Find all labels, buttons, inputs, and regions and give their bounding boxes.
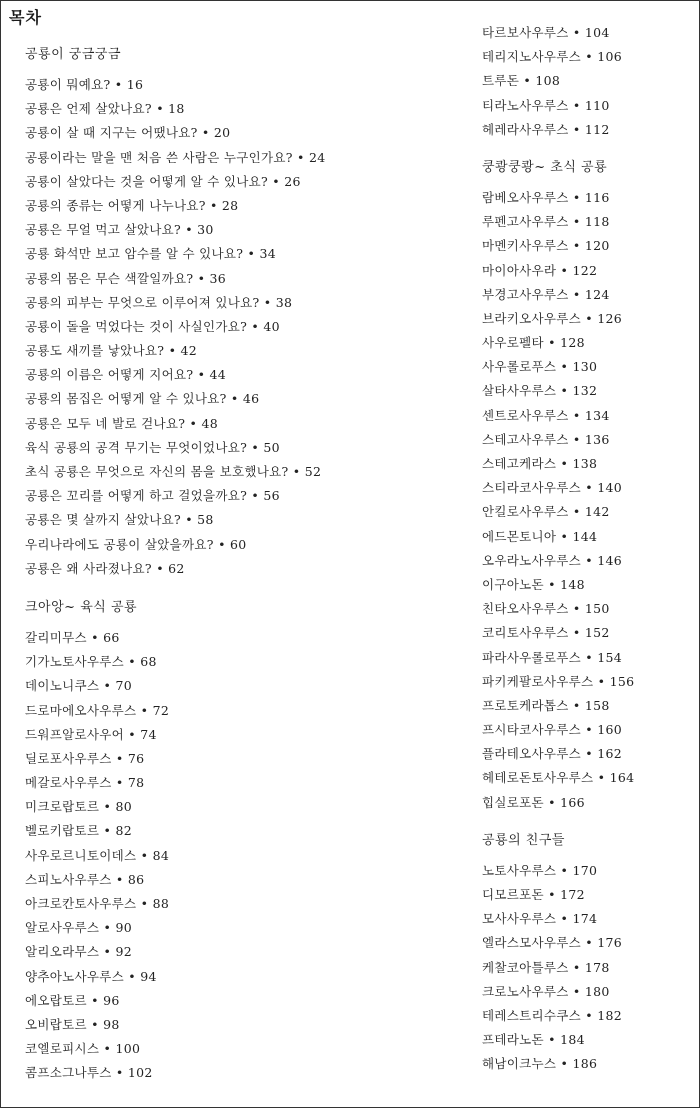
toc-entry: 안킬로사우루스 • 142 xyxy=(482,504,610,520)
section-heading: 공룡이 궁금궁금 xyxy=(25,47,122,62)
toc-entry: 공룡은 왜 사라졌나요? • 62 xyxy=(25,560,185,576)
section-list xyxy=(482,859,692,1077)
toc-entry: 타르보사우루스 • 104 xyxy=(482,25,610,40)
toc-entry: 공룡이라는 말을 맨 처음 쓴 사람은 누구인가요? • 24 xyxy=(25,149,326,165)
toc-entry: 티라노사우루스 • 110 xyxy=(482,97,610,113)
toc-column-left xyxy=(25,43,465,1086)
toc-entry: 공룡은 무얼 먹고 살았나요? • 30 xyxy=(25,222,214,238)
toc-entry: 드로마에오사우루스 • 72 xyxy=(25,702,170,718)
toc-entry: 기가노토사우루스 • 68 xyxy=(25,654,157,670)
toc-entry: 스테고사우루스 • 136 xyxy=(482,431,610,447)
toc-entry: 공룡의 몸은 무슨 색깔일까요? • 36 xyxy=(25,270,227,286)
toc-entry: 스테고케라스 • 138 xyxy=(482,456,598,471)
toc-entry: 마멘키사우루스 • 120 xyxy=(482,238,610,254)
toc-entry: 공룡 화석만 보고 암수를 알 수 있나요? • 34 xyxy=(25,246,276,262)
toc-entry: 미크로랍토르 • 80 xyxy=(25,799,132,815)
section-list xyxy=(25,626,465,1086)
toc-entry: 오비랍토르 • 98 xyxy=(25,1016,120,1032)
toc-entry: 람베오사우루스 • 116 xyxy=(482,189,610,205)
toc-entry: 플라테오사우루스 • 162 xyxy=(482,746,622,762)
toc-column-right xyxy=(482,21,692,1077)
toc-entry: 콤프소그나투스 • 102 xyxy=(25,1065,153,1081)
toc-entry: 공룡의 몸집은 어떻게 알 수 있나요? • 46 xyxy=(25,391,260,407)
toc-entry: 친타오사우루스 • 150 xyxy=(482,601,610,617)
toc-entry: 오우라노사우루스 • 146 xyxy=(482,552,622,568)
toc-entry: 디모르포돈 • 172 xyxy=(482,887,585,902)
toc-entry: 이구아노돈 • 148 xyxy=(482,576,585,592)
toc-entry: 테레스트리수쿠스 • 182 xyxy=(482,1007,622,1023)
toc-title: 목차 xyxy=(9,8,42,27)
toc-entry: 드워프알로사우어 • 74 xyxy=(25,726,157,742)
toc-entry: 공룡도 새끼를 낳았나요? • 42 xyxy=(25,343,198,359)
toc-entry: 코리토사우루스 • 152 xyxy=(482,625,610,641)
toc-entry: 노토사우루스 • 170 xyxy=(482,862,598,878)
toc-entry: 헤레라사우루스 • 112 xyxy=(482,121,610,137)
toc-entry: 센트로사우루스 • 134 xyxy=(482,407,610,423)
toc-entry: 브라키오사우루스 • 126 xyxy=(482,310,622,326)
section-heading: 공룡의 친구들 xyxy=(482,832,565,848)
toc-entry: 살타사우루스 • 132 xyxy=(482,383,598,399)
toc-entry: 메갈로사우루스 • 78 xyxy=(25,775,145,791)
toc-entry: 공룡의 이름은 어떻게 지어요? • 44 xyxy=(25,367,227,383)
toc-entry: 사우로펠타 • 128 xyxy=(482,335,585,351)
toc-entry: 초식 공룡은 무엇으로 자신의 몸을 보호했나요? • 52 xyxy=(25,464,322,479)
toc-entry: 공룡이 살 때 지구는 어땠나요? • 20 xyxy=(25,125,231,141)
toc-entry: 공룡은 언제 살았나요? • 18 xyxy=(25,101,185,117)
toc-entry: 헤테로돈토사우루스 • 164 xyxy=(482,770,635,786)
toc-entry: 프테라노돈 • 184 xyxy=(482,1032,585,1048)
toc-entry: 케찰코아틀루스 • 178 xyxy=(482,959,610,975)
toc-entry: 우리나라에도 공룡이 살았을까요? • 60 xyxy=(25,536,247,552)
toc-entry: 공룡은 모두 네 발로 걷나요? • 48 xyxy=(25,415,218,431)
toc-entry: 루펜고사우루스 • 118 xyxy=(482,214,610,230)
toc-entry: 부경고사우루스 • 124 xyxy=(482,286,610,302)
toc-entry: 마이아사우라 • 122 xyxy=(482,262,598,278)
toc-entry: 프로토케라톱스 • 158 xyxy=(482,697,610,713)
toc-entry: 에오랍토르 • 96 xyxy=(25,992,120,1008)
toc-entry: 알리오라무스 • 92 xyxy=(25,944,132,960)
toc-entry: 육식 공룡의 공격 무기는 무엇이었나요? • 50 xyxy=(25,439,280,455)
section-heading: 쿵쾅쿵쾅~ 초식 공룡 xyxy=(482,159,608,175)
toc-entry: 공룡의 종류는 어떻게 나누나요? • 28 xyxy=(25,197,239,213)
toc-entry: 사우롤로푸스 • 130 xyxy=(482,359,598,375)
toc-entry: 공룡이 살았다는 것을 어떻게 알 수 있나요? • 26 xyxy=(25,173,301,189)
toc-entry: 아크로칸토사우루스 • 88 xyxy=(25,896,170,911)
toc-entry: 힙실로포돈 • 166 xyxy=(482,794,585,810)
toc-entry: 파라사우롤로푸스 • 154 xyxy=(482,649,622,665)
toc-entry: 에드몬토니아 • 144 xyxy=(482,528,598,544)
toc-entry: 공룡의 피부는 무엇으로 이루어져 있나요? • 38 xyxy=(25,294,293,310)
toc-entry: 코엘로피시스 • 100 xyxy=(25,1041,141,1057)
toc-entry: 테리지노사우루스 • 106 xyxy=(482,49,622,65)
section-list-continued xyxy=(482,21,692,142)
toc-entry: 크로노사우루스 • 180 xyxy=(482,983,610,999)
toc-entry: 벨로키랍토르 • 82 xyxy=(25,823,132,839)
toc-entry: 스피노사우루스 • 86 xyxy=(25,871,145,887)
toc-entry: 해남이크누스 • 186 xyxy=(482,1056,598,1072)
section-heading: 크아앙~ 육식 공룡 xyxy=(25,599,138,615)
toc-entry: 트루돈 • 108 xyxy=(482,73,561,89)
toc-entry: 공룡은 몇 살까지 살았나요? • 58 xyxy=(25,512,214,528)
toc-entry: 양추아노사우루스 • 94 xyxy=(25,968,157,984)
toc-entry: 모사사우루스 • 174 xyxy=(482,911,598,927)
toc-entry: 파키케팔로사우루스 • 156 xyxy=(482,673,635,689)
toc-entry: 공룡이 뭐예요? • 16 xyxy=(25,77,144,92)
toc-entry: 갈리미무스 • 66 xyxy=(25,629,120,645)
toc-entry: 엘라스모사우루스 • 176 xyxy=(482,935,622,951)
section-list xyxy=(482,186,692,815)
section-list xyxy=(25,73,465,581)
toc-entry: 프시타코사우루스 • 160 xyxy=(482,722,622,738)
toc-entry: 알로사우루스 • 90 xyxy=(25,920,132,936)
toc-entry: 딜로포사우루스 • 76 xyxy=(25,750,145,766)
toc-entry: 공룡이 돌을 먹었다는 것이 사실인가요? • 40 xyxy=(25,318,280,334)
toc-entry: 공룡은 꼬리를 어떻게 하고 걸었을까요? • 56 xyxy=(25,488,280,504)
toc-entry: 스티라코사우루스 • 140 xyxy=(482,480,622,496)
toc-entry: 데이노니쿠스 • 70 xyxy=(25,678,132,694)
toc-entry: 사우로르니토이데스 • 84 xyxy=(25,847,170,863)
